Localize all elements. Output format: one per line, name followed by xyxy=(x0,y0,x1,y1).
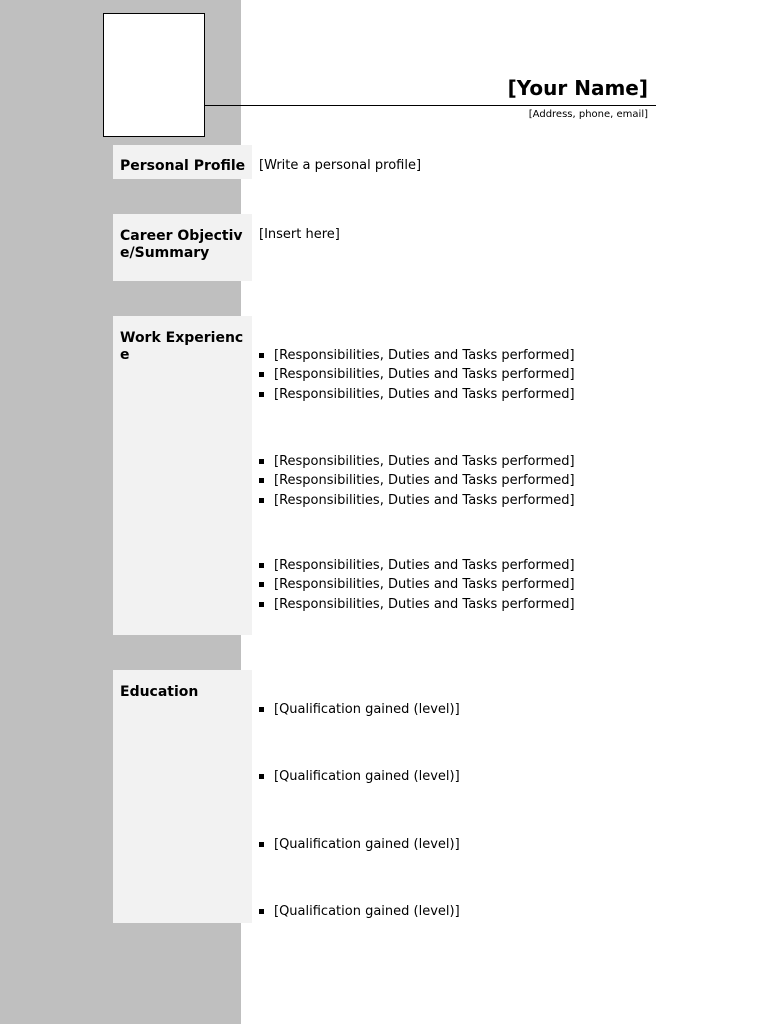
work-duty: [Responsibilities, Duties and Tasks performed] xyxy=(274,348,575,363)
work-group-2 xyxy=(259,452,575,510)
bullet-icon xyxy=(259,459,264,464)
bullet-icon xyxy=(259,563,264,568)
profile-text: [Write a personal profile] xyxy=(259,158,422,173)
work-duty: [Responsibilities, Duties and Tasks performed] xyxy=(274,386,575,402)
bullet-icon xyxy=(259,478,264,483)
work-label-box xyxy=(113,316,252,635)
education-label: Education xyxy=(120,684,199,700)
bullet-icon xyxy=(259,498,264,503)
list-item xyxy=(259,346,575,365)
objective-label: Career Objective/Summary xyxy=(120,228,243,261)
list-item xyxy=(259,700,460,719)
list-item xyxy=(259,365,575,384)
education-item-2 xyxy=(259,767,460,786)
list-item xyxy=(259,471,575,490)
work-duty: [Responsibilities, Duties and Tasks performed] xyxy=(274,473,575,489)
work-duty: [Responsibilities, Duties and Tasks performed] xyxy=(274,596,575,612)
work-label: Work Experience xyxy=(120,330,244,363)
education-label-box xyxy=(113,670,252,923)
list-item xyxy=(259,452,575,471)
list-item xyxy=(259,385,575,404)
bullet-icon xyxy=(259,774,264,779)
list-item xyxy=(259,575,575,594)
work-duty: [Responsibilities, Duties and Tasks performed] xyxy=(274,454,575,469)
bullet-icon xyxy=(259,842,264,847)
education-item-3 xyxy=(259,835,460,854)
bullet-icon xyxy=(259,909,264,914)
name-heading: [Your Name] xyxy=(507,76,648,100)
bullet-icon xyxy=(259,372,264,377)
qualification: [Qualification gained (level)] xyxy=(274,837,460,852)
bullet-icon xyxy=(259,582,264,587)
list-item xyxy=(259,767,460,786)
education-item-4 xyxy=(259,902,460,921)
bullet-icon xyxy=(259,707,264,712)
list-item xyxy=(259,835,460,854)
objective-label-box xyxy=(113,214,252,281)
profile-label: Personal Profile xyxy=(120,158,246,174)
contact-line: [Address, phone, email] xyxy=(528,109,648,120)
list-item xyxy=(259,556,575,575)
qualification: [Qualification gained (level)] xyxy=(274,904,460,919)
photo-placeholder xyxy=(103,13,205,137)
bullet-icon xyxy=(259,602,264,607)
work-duty: [Responsibilities, Duties and Tasks performed] xyxy=(274,577,575,593)
qualification: [Qualification gained (level)] xyxy=(274,702,460,717)
list-item xyxy=(259,491,575,510)
work-duty: [Responsibilities, Duties and Tasks performed] xyxy=(274,492,575,508)
bullet-icon xyxy=(259,353,264,358)
work-group-1 xyxy=(259,346,575,404)
objective-text: [Insert here] xyxy=(259,227,340,242)
work-duty: [Responsibilities, Duties and Tasks performed] xyxy=(274,367,575,383)
list-item xyxy=(259,902,460,921)
education-item-1 xyxy=(259,700,460,719)
profile-label-box xyxy=(113,145,252,179)
qualification: [Qualification gained (level)] xyxy=(274,769,460,784)
work-group-3 xyxy=(259,556,575,614)
work-duty: [Responsibilities, Duties and Tasks performed] xyxy=(274,558,575,573)
bullet-icon xyxy=(259,392,264,397)
header-divider xyxy=(204,105,656,106)
list-item xyxy=(259,595,575,614)
